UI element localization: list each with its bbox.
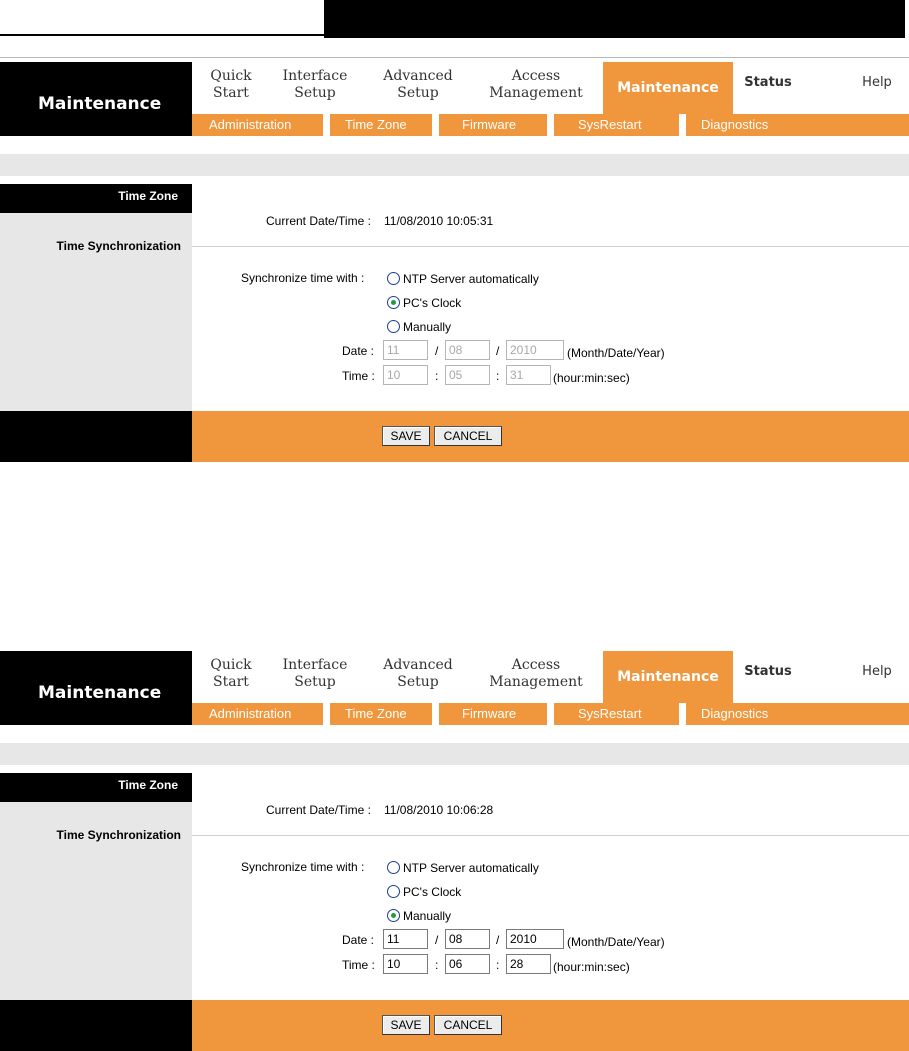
nav-quick-start[interactable]: Quick Start — [210, 657, 252, 690]
nav-interface-setup[interactable]: Interface Setup — [282, 68, 348, 101]
sub-nav — [192, 114, 909, 136]
section-header — [0, 651, 192, 725]
section-title: Maintenance — [38, 94, 162, 114]
sidebar-time-zone: Time Zone — [0, 184, 192, 213]
radio-manually[interactable] — [387, 320, 400, 333]
nav-quick-start[interactable]: Quick Start — [210, 68, 252, 101]
time-separator: : — [496, 369, 500, 383]
radio-pc-clock[interactable] — [387, 885, 400, 898]
time-sec-input[interactable] — [506, 365, 551, 385]
sidebar — [0, 184, 192, 411]
date-day-input[interactable] — [445, 340, 490, 360]
nav-access-management[interactable]: Access Management — [489, 657, 583, 690]
subnav-separator — [679, 703, 686, 725]
header-edge — [904, 0, 905, 38]
time-separator: : — [435, 369, 439, 383]
time-format-hint: (hour:min:sec) — [553, 371, 630, 385]
router-panel-1 — [0, 62, 909, 462]
sidebar-time-synchronization: Time Synchronization — [56, 828, 181, 842]
subnav-separator — [323, 703, 330, 725]
nav-advanced-setup[interactable]: Advanced Setup — [383, 657, 453, 690]
subnav-administration[interactable]: Administration — [209, 706, 292, 721]
router-panel-2 — [0, 651, 909, 1051]
subnav-firmware[interactable]: Firmware — [462, 706, 517, 721]
date-year-input[interactable] — [506, 340, 564, 360]
time-format-hint: (hour:min:sec) — [553, 960, 630, 974]
radio-pc-clock[interactable] — [387, 296, 400, 309]
time-settings-form — [192, 773, 909, 1000]
sub-nav — [192, 703, 909, 725]
sidebar-time-zone: Time Zone — [0, 773, 192, 802]
date-separator: / — [496, 933, 500, 947]
nav-access-management[interactable]: Access Management — [489, 68, 583, 101]
date-month-input[interactable] — [383, 929, 428, 949]
nav-maintenance[interactable]: Maintenance — [603, 62, 733, 114]
subnav-separator — [547, 703, 554, 725]
radio-manually[interactable] — [387, 909, 400, 922]
time-label: Time : — [342, 958, 375, 972]
radio-manual-label: Manually — [403, 320, 452, 334]
sync-label: Synchronize time with : — [241, 860, 365, 874]
header-white-segment — [0, 0, 324, 36]
date-month-input[interactable] — [383, 340, 428, 360]
date-separator: / — [496, 344, 500, 358]
sidebar — [0, 773, 192, 1000]
time-sec-input[interactable] — [506, 954, 551, 974]
date-day-input[interactable] — [445, 929, 490, 949]
radio-ntp-label: NTP Server automatically — [403, 861, 539, 875]
subnav-sysrestart[interactable]: SysRestart — [578, 706, 642, 721]
radio-ntp-server[interactable] — [387, 861, 400, 874]
current-datetime-value: 11/08/2010 10:05:31 — [384, 214, 494, 228]
grey-band — [0, 154, 909, 176]
time-separator: : — [496, 958, 500, 972]
date-format-hint: (Month/Date/Year) — [567, 346, 665, 360]
date-year-input[interactable] — [506, 929, 564, 949]
save-button[interactable]: SAVE — [382, 1015, 430, 1035]
subnav-firmware[interactable]: Firmware — [462, 117, 517, 132]
subnav-separator — [432, 703, 439, 725]
nav-maintenance[interactable]: Maintenance — [603, 651, 733, 703]
document-header-bar — [0, 0, 909, 40]
radio-pc-label: PC's Clock — [403, 296, 462, 310]
subnav-diagnostics[interactable]: Diagnostics — [701, 117, 769, 132]
subnav-sysrestart[interactable]: SysRestart — [578, 117, 642, 132]
section-title: Maintenance — [38, 683, 162, 703]
footer-left-block — [0, 1000, 192, 1051]
footer-bar — [0, 1000, 909, 1051]
date-separator: / — [435, 344, 439, 358]
time-hour-input[interactable] — [383, 365, 428, 385]
radio-ntp-server[interactable] — [387, 272, 400, 285]
date-label: Date : — [342, 344, 375, 358]
subnav-separator — [547, 114, 554, 136]
footer-bar — [0, 411, 909, 462]
subnav-time-zone[interactable]: Time Zone — [345, 706, 407, 721]
cancel-button[interactable]: CANCEL — [434, 1015, 502, 1035]
header-black-segment — [324, 0, 904, 38]
date-format-hint: (Month/Date/Year) — [567, 935, 665, 949]
nav-advanced-setup[interactable]: Advanced Setup — [383, 68, 453, 101]
subnav-diagnostics[interactable]: Diagnostics — [701, 706, 769, 721]
cancel-button[interactable]: CANCEL — [434, 426, 502, 446]
nav-help[interactable]: Help — [862, 75, 892, 90]
date-label: Date : — [342, 933, 375, 947]
time-min-input[interactable] — [445, 954, 490, 974]
main-nav — [192, 62, 909, 114]
main-nav — [192, 651, 909, 703]
subnav-separator — [432, 114, 439, 136]
current-datetime-value: 11/08/2010 10:06:28 — [384, 803, 494, 817]
nav-interface-setup[interactable]: Interface Setup — [282, 657, 348, 690]
subnav-separator — [323, 114, 330, 136]
current-datetime-label: Current Date/Time : — [266, 214, 371, 228]
time-label: Time : — [342, 369, 375, 383]
save-button[interactable]: SAVE — [382, 426, 430, 446]
nav-status[interactable]: Status — [744, 75, 792, 90]
subnav-separator — [679, 114, 686, 136]
divider — [192, 246, 909, 247]
radio-ntp-label: NTP Server automatically — [403, 272, 539, 286]
divider — [192, 835, 909, 836]
current-datetime-label: Current Date/Time : — [266, 803, 371, 817]
section-header — [0, 62, 192, 136]
sidebar-time-synchronization: Time Synchronization — [56, 239, 181, 253]
nav-status[interactable]: Status — [744, 664, 792, 679]
grey-band — [0, 743, 909, 765]
sync-label: Synchronize time with : — [241, 271, 365, 285]
time-separator: : — [435, 958, 439, 972]
nav-help[interactable]: Help — [862, 664, 892, 679]
header-rule — [0, 57, 909, 58]
radio-manual-label: Manually — [403, 909, 452, 923]
time-settings-form — [192, 184, 909, 411]
subnav-administration[interactable]: Administration — [209, 117, 292, 132]
date-separator: / — [435, 933, 439, 947]
footer-left-block — [0, 411, 192, 462]
time-hour-input[interactable] — [383, 954, 428, 974]
time-min-input[interactable] — [445, 365, 490, 385]
subnav-time-zone[interactable]: Time Zone — [345, 117, 407, 132]
radio-pc-label: PC's Clock — [403, 885, 462, 899]
